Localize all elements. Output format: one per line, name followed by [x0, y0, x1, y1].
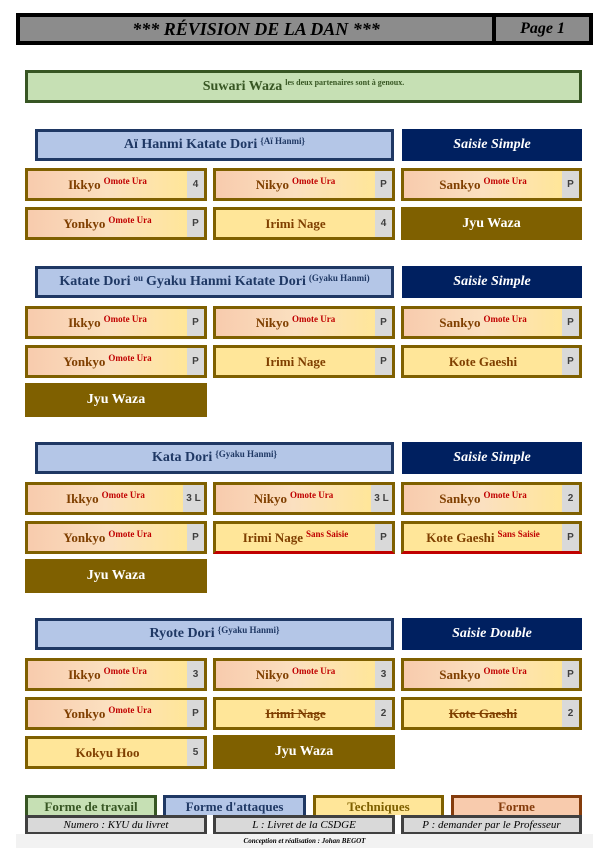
technique-name: Irimi Nage: [265, 705, 326, 721]
technique-name: Kote Gaeshi: [426, 529, 495, 545]
technique-sup: Omote Ura: [292, 175, 336, 186]
technique-sup: Omote Ura: [292, 313, 336, 324]
technique-irimi-nage: [213, 697, 395, 730]
technique-sup: Omote Ura: [483, 175, 527, 186]
technique-badge: P: [187, 700, 204, 727]
technique-sankyo: [401, 658, 582, 691]
attack-kata-dori: [35, 442, 394, 474]
page-title: *** RÉVISION DE LA DAN ***: [20, 17, 492, 41]
technique-badge: P: [375, 309, 392, 336]
technique-badge: P: [375, 348, 392, 375]
attack-ryote-dori: [35, 618, 394, 650]
technique-irimi-nage: [213, 207, 395, 240]
technique-badge: P: [562, 171, 579, 198]
technique-name: Yonkyo: [63, 529, 106, 545]
attack-katate-dori: [35, 266, 394, 298]
technique-badge: P: [375, 171, 392, 198]
technique-sankyo: [401, 482, 582, 515]
technique-name: Yonkyo: [63, 215, 106, 231]
technique-badge: P: [375, 524, 392, 551]
technique-sup: Omote Ura: [108, 528, 152, 539]
technique-badge: P: [562, 348, 579, 375]
technique-kokyu-hoo: [25, 736, 207, 769]
legend-techniques: Techniques: [313, 795, 444, 815]
technique-badge: P: [187, 348, 204, 375]
technique-badge: P: [187, 210, 204, 237]
technique-name: Irimi Nage: [265, 353, 326, 369]
technique-name: Nikyo: [255, 666, 289, 682]
technique-badge: 3 L: [371, 485, 392, 512]
technique-badge: 4: [187, 171, 204, 198]
attack-note: {Gyaku Hanmi}: [215, 449, 278, 459]
technique-kote-gaeshi: [401, 345, 582, 378]
technique-name: Irimi Nage: [242, 529, 303, 545]
technique-name: Ikkyo: [68, 666, 101, 682]
technique-name: Yonkyo: [63, 353, 106, 369]
technique-badge: 2: [375, 700, 392, 727]
technique-name: Sankyo: [439, 666, 481, 682]
attack-label-a: Katate Dori: [59, 274, 131, 289]
technique-sup: Omote Ura: [483, 489, 527, 500]
technique-badge: 5: [187, 739, 204, 766]
technique-badge: 2: [562, 485, 579, 512]
technique-sup: Omote Ura: [103, 313, 147, 324]
attack-note: {Gyaku Hanmi}: [217, 625, 280, 635]
grip-type: Saisie Simple: [402, 129, 582, 161]
legend-forme-attaques: Forme d'attaques: [163, 795, 306, 815]
technique-name: Ikkyo: [66, 490, 99, 506]
technique-name: Irimi Nage: [265, 215, 326, 231]
technique-name: Kokyu Hoo: [75, 744, 140, 760]
attack-label: Ryote Dori: [149, 626, 215, 641]
technique-name: Nikyo: [255, 314, 289, 330]
technique-sankyo: [401, 306, 582, 339]
legend-note-livret: L : Livret de la CSDGE: [213, 815, 395, 835]
technique-name: Sankyo: [439, 490, 481, 506]
legend-note-professeur: P : demander par le Professeur: [401, 815, 582, 835]
technique-sup: Omote Ura: [103, 665, 147, 676]
technique-sup: Sans Saisie: [306, 528, 349, 539]
attack-or: ou: [133, 273, 144, 283]
footer-credits: Conception et réalisation : Johan BEGOT: [16, 834, 593, 848]
technique-name: Kote Gaeshi: [448, 705, 518, 721]
technique-badge: P: [562, 524, 579, 551]
technique-ikkyo: [25, 168, 207, 201]
technique-sup: Omote Ura: [108, 214, 152, 225]
technique-name: Kote Gaeshi: [448, 353, 518, 369]
technique-sup: Sans Saisie: [497, 528, 540, 539]
grip-type: Saisie Simple: [402, 266, 582, 298]
technique-sup: Omote Ura: [101, 489, 145, 500]
technique-badge: 4: [375, 210, 392, 237]
technique-name: Nikyo: [255, 176, 289, 192]
technique-kote-gaeshi: [401, 697, 582, 730]
technique-sup: Omote Ura: [108, 704, 152, 715]
technique-name: Ikkyo: [68, 314, 101, 330]
page-header: [16, 13, 593, 45]
technique-yonkyo: [25, 697, 207, 730]
technique-badge: P: [562, 661, 579, 688]
technique-name: Ikkyo: [68, 176, 101, 192]
attack-label: Aï Hanmi Katate Dori: [123, 137, 258, 152]
technique-yonkyo: [25, 521, 207, 554]
technique-irimi-nage: [213, 521, 395, 554]
technique-badge: 3: [375, 661, 392, 688]
technique-ikkyo: [25, 306, 207, 339]
category-note: les deux partenaires sont à genoux.: [285, 78, 405, 87]
attack-ai-hanmi-katate-dori: [35, 129, 394, 161]
technique-sup: Omote Ura: [290, 489, 334, 500]
category-label: Suwari Waza: [202, 78, 283, 94]
attack-label-b: Gyaku Hanmi Katate Dori: [146, 274, 306, 289]
technique-ikkyo: [25, 658, 207, 691]
technique-ikkyo: [25, 482, 207, 515]
jyu-waza: Jyu Waza: [213, 735, 395, 769]
technique-name: Sankyo: [439, 314, 481, 330]
technique-name: Nikyo: [253, 490, 287, 506]
attack-label: Kata Dori: [151, 450, 213, 465]
technique-nikyo: [213, 168, 395, 201]
attack-note: {Aï Hanmi}: [260, 136, 306, 146]
technique-sankyo: [401, 168, 582, 201]
attack-note: (Gyaku Hanmi): [308, 273, 370, 283]
technique-sup: Omote Ura: [483, 313, 527, 324]
technique-name: Yonkyo: [63, 705, 106, 721]
legend-forme-de-travail: Forme de travail: [25, 795, 157, 815]
technique-nikyo: [213, 658, 395, 691]
technique-badge: P: [187, 309, 204, 336]
jyu-waza: Jyu Waza: [401, 207, 582, 240]
technique-sup: Omote Ura: [483, 665, 527, 676]
technique-badge: P: [187, 524, 204, 551]
technique-kote-gaeshi: [401, 521, 582, 554]
grip-type: Saisie Double: [402, 618, 582, 650]
technique-badge: P: [562, 309, 579, 336]
technique-sup: Omote Ura: [108, 352, 152, 363]
technique-sup: Omote Ura: [103, 175, 147, 186]
technique-nikyo: [213, 306, 395, 339]
jyu-waza: Jyu Waza: [25, 383, 207, 417]
category-suwari-waza: [25, 70, 582, 103]
technique-name: Sankyo: [439, 176, 481, 192]
technique-yonkyo: [25, 207, 207, 240]
technique-badge: 3: [187, 661, 204, 688]
page-number: Page 1: [496, 17, 589, 41]
legend-note-numero: Numero : KYU du livret: [25, 815, 207, 835]
technique-yonkyo: [25, 345, 207, 378]
grip-type: Saisie Simple: [402, 442, 582, 474]
technique-nikyo: [213, 482, 395, 515]
technique-irimi-nage: [213, 345, 395, 378]
legend-forme: Forme: [451, 795, 582, 815]
jyu-waza: Jyu Waza: [25, 559, 207, 593]
technique-badge: 2: [562, 700, 579, 727]
technique-sup: Omote Ura: [292, 665, 336, 676]
technique-badge: 3 L: [183, 485, 204, 512]
